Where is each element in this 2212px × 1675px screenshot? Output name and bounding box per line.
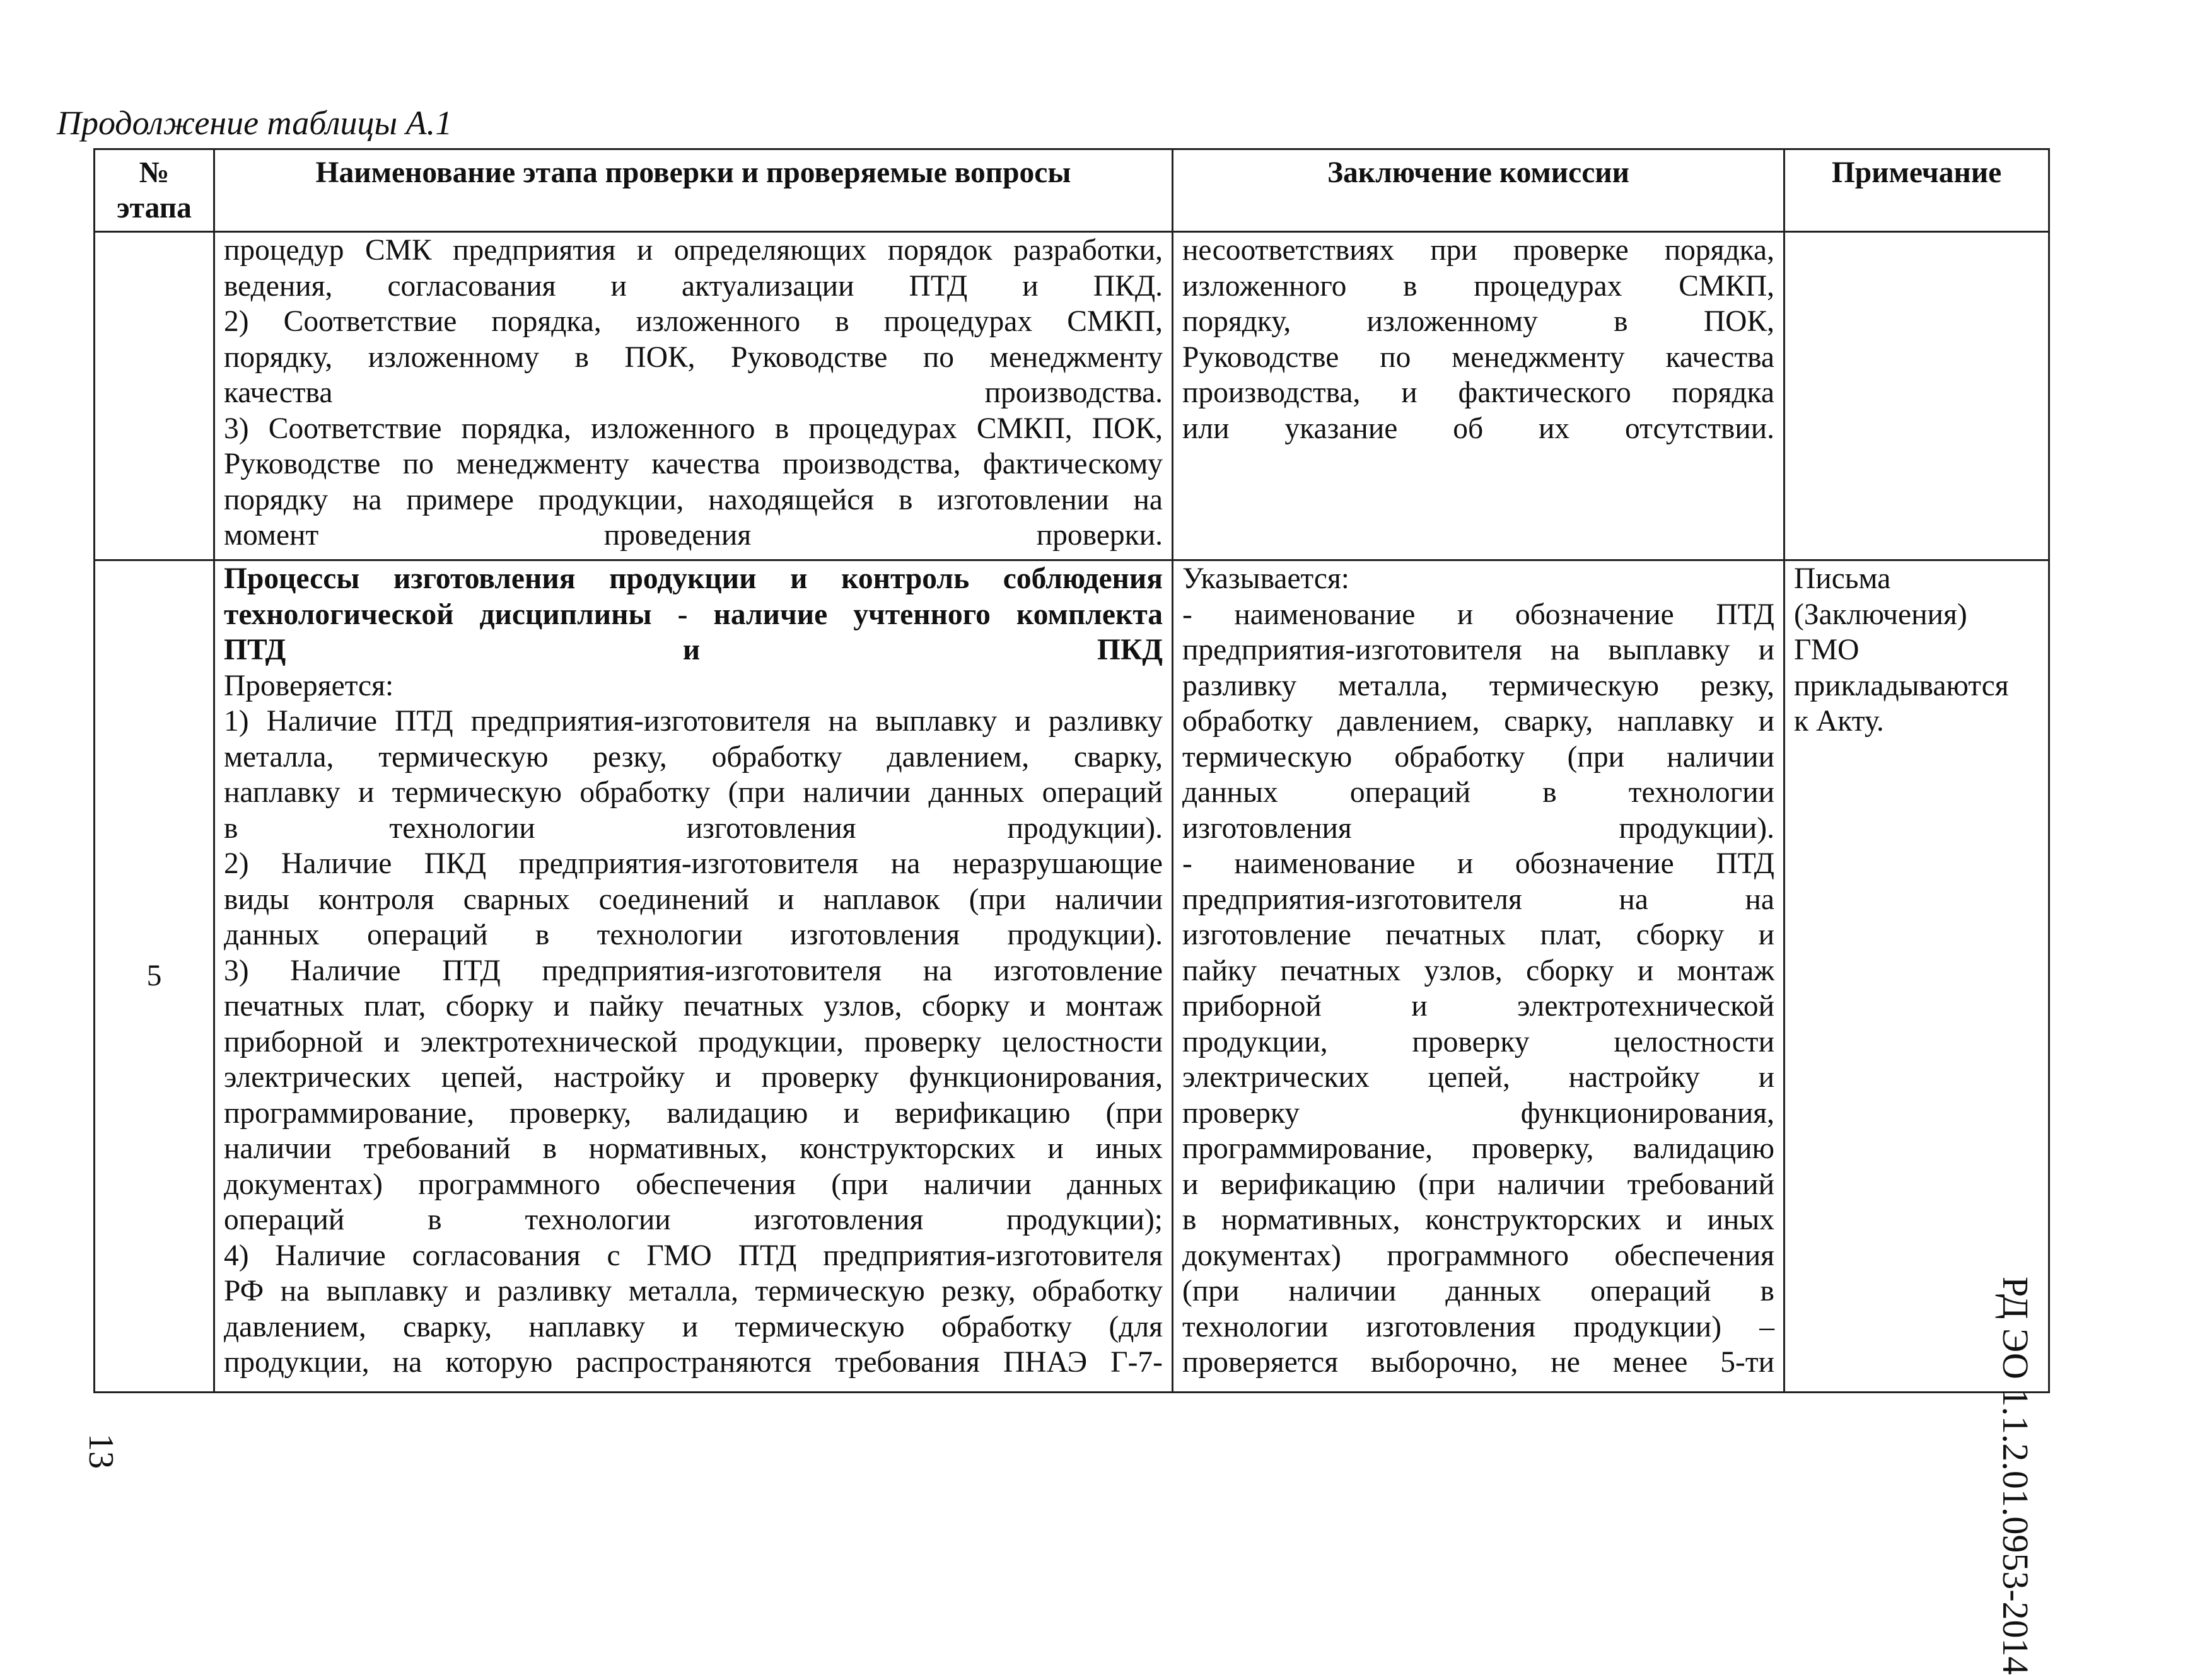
header-stage-number-line1: № <box>139 156 170 189</box>
text-line: 4) Наличие согласования с ГМО ПТД предприятия-изготовителя <box>224 1239 1163 1272</box>
text-line: 2) Соответствие порядка, изложенного в процедурах СМКП, <box>224 305 1163 338</box>
document-code: РД ЭО 1.1.2.01.0953-2014 <box>1995 1277 2036 1675</box>
text-line: проверку функционирования, <box>1182 1096 1774 1130</box>
text-line: программирование, проверку, валидацию <box>1182 1132 1774 1165</box>
text-line: Проверяется: <box>224 669 394 702</box>
text-line: предприятия-изготовителя на выплавку и <box>1182 634 1774 666</box>
text-line: Руководстве по менеджменту качества <box>1182 340 1774 374</box>
text-line: печатных плат, сборку и пайку печатных узлов, сборку и монтаж <box>224 990 1163 1023</box>
text-line: 1) Наличие ПТД предприятия-изготовителя на выплавку и разливку <box>224 705 1163 738</box>
header-commission-conclusion: Заключение комиссии <box>1173 149 1784 232</box>
text-line: ведения, согласования и актуализации ПТД и ПКД. <box>224 269 1163 303</box>
table-row-stage-5 <box>95 560 2049 1393</box>
text-line: виды контроля сварных соединений и наплавок (при наличии <box>224 883 1163 916</box>
text-line: данных операций в технологии <box>1182 776 1774 809</box>
text-line: момент проведения проверки. <box>224 519 1163 552</box>
text-line: наличии требований в нормативных, конструкторских и иных <box>224 1132 1163 1165</box>
text-line: несоответствиях при проверке порядка, <box>1182 234 1774 267</box>
cell-note-text <box>1784 560 2049 1393</box>
text-line: приборной и электротехнической <box>1182 990 1774 1023</box>
text-line: порядку, изложенному в ПОК, Руководстве по менеджменту <box>224 340 1163 374</box>
text-line: Руководстве по менеджменту качества производства, фактическому <box>224 448 1163 480</box>
table-caption: Продолжение таблицы А.1 <box>57 104 453 142</box>
text-line: производства, и фактического порядка <box>1182 376 1774 409</box>
text-line: технологии изготовления продукции) – <box>1182 1310 1774 1343</box>
cell-conclusion-text <box>1173 560 1784 1393</box>
text-line: Указывается: <box>1182 562 1350 595</box>
text-line: процедур СМК предприятия и определяющих порядок разработки, <box>224 234 1163 267</box>
text-line: программирование, проверку, валидацию и верификацию (при <box>224 1096 1163 1130</box>
header-note: Примечание <box>1784 149 2049 232</box>
text-line: термическую обработку (при наличии <box>1182 740 1774 774</box>
text-line: электрических цепей, настройку и проверку функционирования, <box>224 1061 1163 1094</box>
text-line: документах) программного обеспечения (при наличии данных <box>224 1168 1163 1201</box>
text-line: изложенного в процедурах СМКП, <box>1182 269 1774 303</box>
text-line: ГМО <box>1794 634 1860 666</box>
cell-stage-text <box>214 560 1173 1393</box>
header-stage-name: Наименование этапа проверки и проверяемые вопросы <box>214 149 1173 232</box>
text-line: изготовление печатных плат, сборку и <box>1182 919 1774 951</box>
text-line: - наименование и обозначение ПТД <box>1182 847 1774 880</box>
text-line: или указание об их отсутствии. <box>1182 412 1774 445</box>
text-line: операций в технологии изготовления продукции); <box>224 1203 1163 1236</box>
text-line: 3) Соответствие порядка, изложенного в процедурах СМКП, ПОК, <box>224 412 1163 445</box>
text-line: ПТД и ПКД <box>224 634 1163 666</box>
text-line: проверяется выборочно, не менее 5-ти <box>1182 1346 1774 1379</box>
stage-checks <box>224 668 1163 1381</box>
page-number: 13 <box>81 1434 120 1469</box>
header-stage-number <box>95 149 214 232</box>
text-line: электрических цепей, настройку и <box>1182 1061 1774 1094</box>
text-line: данных операций в технологии изготовления продукции). <box>224 919 1163 951</box>
text-line: наплавку и термическую обработку (при наличии данных операций <box>224 776 1163 809</box>
text-line: и верификацию (при наличии требований <box>1182 1168 1774 1201</box>
text-line: - наименование и обозначение ПТД <box>1182 598 1774 631</box>
header-stage-number-line2: этапа <box>117 192 192 224</box>
text-line: прикладываются <box>1794 669 2009 702</box>
text-line: документах) программного обеспечения <box>1182 1239 1774 1272</box>
cell-conclusion-text <box>1173 232 1784 560</box>
text-line: пайку печатных узлов, сборку и монтаж <box>1182 954 1774 987</box>
text-line: металла, термическую резку, обработку давлением, сварку, <box>224 740 1163 774</box>
text-line: приборной и электротехнической продукции, проверку целостности <box>224 1025 1163 1058</box>
text-line: 2) Наличие ПКД предприятия-изготовителя на неразрушающие <box>224 847 1163 880</box>
text-line: продукции, на которую распространяются требования ПНАЭ Г-7- <box>224 1346 1163 1379</box>
text-line: порядку на примере продукции, находящейся в изготовлении на <box>224 483 1163 516</box>
text-line: РФ на выплавку и разливку металла, термическую резку, обработку <box>224 1275 1163 1307</box>
text-line: продукции, проверку целостности <box>1182 1025 1774 1058</box>
text-line: предприятия-изготовителя на на <box>1182 883 1774 916</box>
table-header-row <box>95 149 2049 232</box>
text-line: к Акту. <box>1794 705 1884 738</box>
text-line: качества производства. <box>224 376 1163 409</box>
text-line: (Заключения) <box>1794 598 1967 631</box>
text-line: (при наличии данных операций в <box>1182 1275 1774 1307</box>
cell-note-empty <box>1784 232 2049 560</box>
text-line: обработку давлением, сварку, наплавку и <box>1182 705 1774 738</box>
cell-number-empty <box>95 232 214 560</box>
table-row-continued <box>95 232 2049 560</box>
text-line: давлением, сварку, наплавку и термическую обработку (для <box>224 1310 1163 1343</box>
text-line: в нормативных, конструкторских и иных <box>1182 1203 1774 1236</box>
text-line: 3) Наличие ПТД предприятия-изготовителя на изготовление <box>224 954 1163 987</box>
stage-title <box>224 561 1163 668</box>
text-line: Письма <box>1794 562 1891 595</box>
text-line: в технологии изготовления продукции). <box>224 811 1163 845</box>
cell-stage-number: 5 <box>95 560 214 1393</box>
text-line: изготовления продукции). <box>1182 811 1774 845</box>
inspection-table <box>93 148 2050 1393</box>
text-line: порядку, изложенному в ПОК, <box>1182 305 1774 338</box>
text-line: разливку металла, термическую резку, <box>1182 669 1774 702</box>
text-line: Процессы изготовления продукции и контроль соблюдения <box>224 562 1163 595</box>
text-line: технологической дисциплины - наличие учтенного комплекта <box>224 598 1163 631</box>
cell-stage-text <box>214 232 1173 560</box>
